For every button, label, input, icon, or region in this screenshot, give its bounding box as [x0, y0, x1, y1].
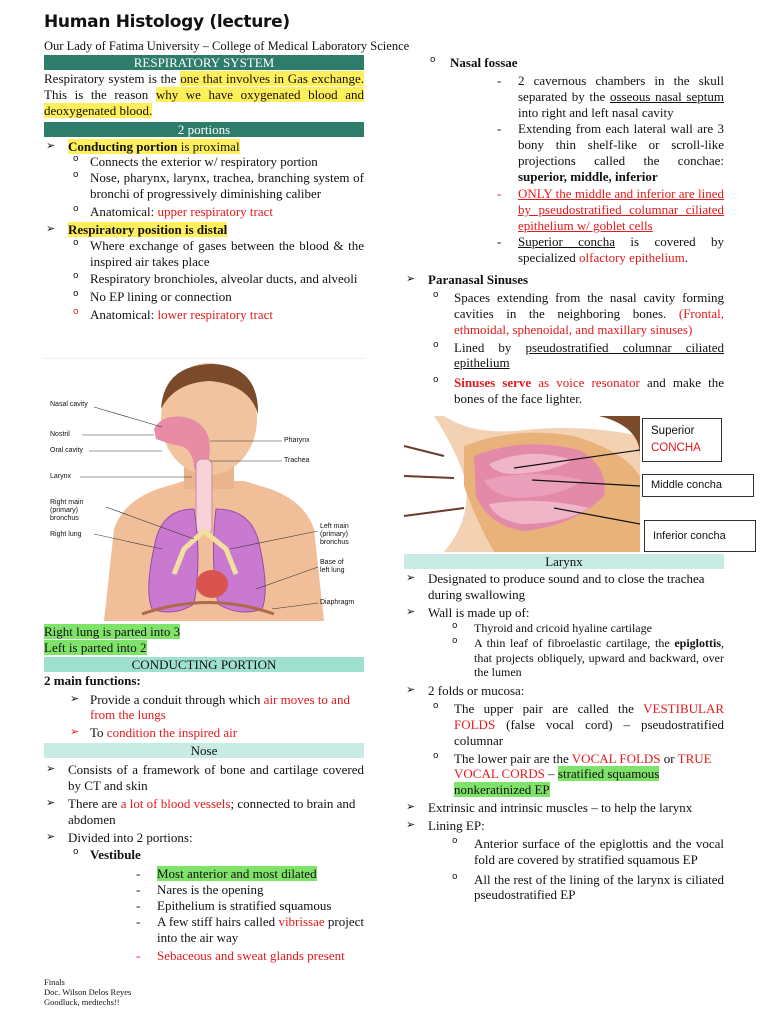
circle-bullet-icon: o — [73, 237, 79, 248]
list-item: o Spaces extending from the nasal cavity forming cavities in the neighboring bones. (Frontal, ethmoidal, sphenoidal, and maxillary sinuses) — [433, 290, 724, 337]
circle-bullet-icon: o — [73, 307, 79, 318]
respiratory-list — [44, 238, 364, 323]
list-item: o Respiratory bronchioles, alveolar ducts, and alveoli — [73, 271, 358, 287]
anatomy-illustration — [44, 359, 364, 621]
dash-bullet: - — [136, 898, 141, 914]
paranasal-heading: ➢ Paranasal Sinuses — [406, 272, 529, 288]
list-item: ➢ Extrinsic and intrinsic muscles – to help the larynx — [406, 800, 693, 816]
conchae-figure — [404, 416, 640, 552]
figure-label-left-main-bronchus: Left main (primary) bronchus — [320, 523, 349, 546]
dash-bullet: - — [497, 72, 502, 88]
list-item: o Anatomical: lower respiratory tract — [73, 307, 274, 323]
list-item: ➢ Divided into 2 portions: — [46, 829, 193, 845]
respiratory-heading: ➢ Respiratory position is distal — [46, 221, 228, 237]
dash-bullet: - — [497, 121, 502, 137]
list-item: - ONLY the middle and inferior are lined by pseudostratified columnar ciliated epithelium w/ goblet cells — [497, 185, 724, 233]
figure-label-right-lung: Right lung — [50, 531, 82, 538]
arrow-bullet-icon: ➢ — [46, 138, 56, 152]
respiratory-anatomy-figure — [44, 358, 364, 621]
main-functions-heading: 2 main functions: — [44, 672, 141, 688]
dash-bullet: - — [497, 185, 502, 201]
section-bar-conducting-portion: CONDUCTING PORTION — [44, 657, 364, 672]
arrow-bullet-icon: ➢ — [46, 795, 56, 809]
circle-bullet-icon: o — [430, 55, 436, 65]
arrow-bullet-icon: ➢ — [70, 691, 80, 705]
figure-label-nasal-cavity: Nasal cavity — [50, 401, 88, 408]
list-item: o Connects the exterior w/ respiratory portion — [73, 154, 318, 170]
list-item: o Anatomical: upper respiratory tract — [73, 204, 274, 220]
circle-bullet-icon: o — [452, 620, 458, 631]
list-item: ➢ 2 folds or mucosa: — [406, 683, 525, 699]
dash-bullet: - — [136, 866, 141, 882]
section-bar-larynx: Larynx — [404, 554, 724, 569]
list-item: - Extending from each lateral wall are 3 bony thin shelf-like or scroll-like projections called the conchae: superior, middle, inferior — [497, 121, 724, 185]
callout-middle-concha: Middle concha — [642, 474, 754, 497]
list-item: - Superior concha is covered by specialized olfactory epithelium. — [497, 234, 724, 266]
list-item: - Most anterior and most dilated — [136, 866, 317, 882]
arrow-bullet-icon: ➢ — [406, 272, 416, 286]
callout-inferior-concha: Inferior concha — [644, 520, 756, 552]
conducting-heading: ➢ Conducting portion is proximal — [46, 138, 240, 154]
callout-superior-concha: Superior CONCHA — [642, 418, 722, 462]
circle-bullet-icon: o — [433, 375, 439, 386]
dash-bullet: - — [136, 882, 141, 898]
figure-label-right-main-bronchus: Right main (primary) bronchus — [50, 499, 84, 522]
list-item: ➢ Lining EP: — [406, 817, 485, 833]
figure-label-larynx: Larynx — [50, 473, 72, 480]
paranasal-list — [404, 290, 724, 407]
circle-bullet-icon: o — [452, 871, 458, 882]
list-item: ➢ Designated to produce sound and to close the trachea during swallowing — [406, 571, 705, 602]
arrow-bullet-icon: ➢ — [406, 571, 416, 584]
dash-bullet: - — [136, 947, 141, 963]
document-subtitle: Our Lady of Fatima University – College of Medical Laboratory Science — [44, 39, 410, 53]
figure-label-oral-cavity: Oral cavity — [50, 447, 84, 454]
circle-bullet-icon: o — [73, 271, 79, 282]
vestibule-list — [44, 866, 364, 963]
figure-label-diaphragm: Diaphragm — [320, 599, 355, 606]
arrow-bullet-icon: ➢ — [70, 725, 80, 739]
arrow-bullet-icon: ➢ — [406, 800, 416, 814]
left-column-lower — [44, 624, 364, 963]
footer: Finals Doc. Wilson Delos Reyes Goodluck, medtechs!! — [44, 977, 132, 1007]
circle-bullet-icon: o — [433, 339, 439, 350]
list-item: - Sebaceous and sweat glands present — [136, 947, 345, 963]
larynx-list — [404, 571, 724, 903]
list-item: ➢ There are a lot of blood vessels; connected to brain and abdomen — [46, 795, 356, 827]
list-item: - A few stiff hairs called vibrissae project into the air way — [136, 913, 365, 945]
figure-label-pharynx: Pharynx — [284, 437, 310, 444]
dash-bullet: - — [497, 234, 502, 250]
arrow-bullet-icon: ➢ — [406, 683, 416, 697]
arrow-bullet-icon: ➢ — [46, 221, 56, 235]
arrow-bullet-icon: ➢ — [46, 829, 56, 843]
lung-note: Right lung is parted into 3 Left is parted into 2 — [44, 624, 181, 655]
circle-bullet-icon: o — [73, 170, 79, 181]
list-item: o A thin leaf of fibroelastic cartilage, the epiglottis, that projects obliquely, upward and backward, over the lumen — [452, 636, 724, 680]
list-item: - 2 cavernous chambers in the skull separated by the osseous nasal septum into right and left nasal cavity — [497, 72, 724, 120]
circle-bullet-icon: o — [433, 290, 439, 301]
list-item: o The upper pair are called the VESTIBULAR FOLDS (false vocal cord) – pseudostratified columnar — [433, 700, 724, 748]
list-item: - Nares is the opening — [136, 882, 264, 898]
intro-paragraph: Respiratory system is the one that involves in Gas exchange. This is the reason why we have oxygenated blood and deoxygenated blood. — [44, 71, 365, 118]
list-item: o The lower pair are the VOCAL FOLDS or TRUE VOCAL CORDS – stratified squamous nonkeratinized EP — [433, 750, 712, 798]
list-item: ➢ To condition the inspired air — [70, 725, 238, 741]
list-item: o All the rest of the lining of the larynx is ciliated pseudostratified EP — [452, 871, 724, 903]
list-item: o Thyroid and cricoid hyaline cartilage — [452, 620, 652, 635]
conchae-illustration — [404, 416, 640, 552]
circle-bullet-icon: o — [73, 204, 79, 215]
conducting-list — [44, 154, 364, 219]
circle-bullet-icon: o — [452, 636, 458, 647]
circle-bullet-icon: o — [452, 835, 458, 846]
circle-bullet-icon: o — [73, 154, 79, 165]
list-item: ➢ Provide a conduit through which air moves to and from the lungs — [70, 691, 350, 723]
list-item: - Epithelium is stratified squamous — [136, 898, 332, 914]
left-column — [44, 55, 364, 323]
circle-bullet-icon: o — [73, 847, 79, 858]
list-item: ➢ Consists of a framework of bone and cartilage covered by CT and skin — [46, 762, 364, 794]
nose-list — [44, 762, 364, 863]
list-item: o No EP lining or connection — [73, 289, 232, 305]
nasal-fossae-heading: o Nasal fossae — [430, 55, 518, 70]
list-item: o Sinuses serve as voice resonator and make the bones of the face lighter. — [433, 375, 724, 407]
arrow-bullet-icon: ➢ — [406, 604, 416, 618]
list-item: o Anterior surface of the epiglottis and the vocal fold are covered by stratified squamous EP — [452, 835, 724, 867]
list-item: o Where exchange of gases between the blood & the inspired air takes place — [73, 237, 364, 269]
list-item: o Nose, pharynx, larynx, trachea, branching system of bronchi of progressively diminishing caliber — [73, 170, 364, 202]
list-item: ➢ Wall is made up of: — [406, 604, 530, 620]
list-item: o Lined by pseudostratified columnar ciliated epithelium — [433, 339, 724, 371]
document-title: Human Histology (lecture) — [44, 12, 290, 32]
arrow-bullet-icon: ➢ — [46, 762, 56, 776]
section-bar-nose: Nose — [44, 743, 364, 758]
circle-bullet-icon: o — [433, 750, 439, 761]
section-bar-respiratory-system: RESPIRATORY SYSTEM — [44, 55, 364, 70]
arrow-bullet-icon: ➢ — [406, 817, 416, 831]
figure-label-trachea: Trachea — [284, 457, 310, 464]
section-bar-2-portions: 2 portions — [44, 122, 364, 137]
list-item: o Vestibule — [73, 847, 141, 863]
right-column — [404, 55, 724, 407]
functions-list — [44, 692, 364, 742]
right-column-lower — [404, 554, 724, 903]
circle-bullet-icon: o — [433, 700, 439, 711]
circle-bullet-icon: o — [73, 289, 79, 300]
figure-label-base-left-lung: Base of left lung — [320, 559, 345, 574]
nasal-fossae-list — [404, 73, 724, 266]
figure-label-nostril: Nostril — [50, 431, 70, 438]
dash-bullet: - — [136, 913, 141, 929]
